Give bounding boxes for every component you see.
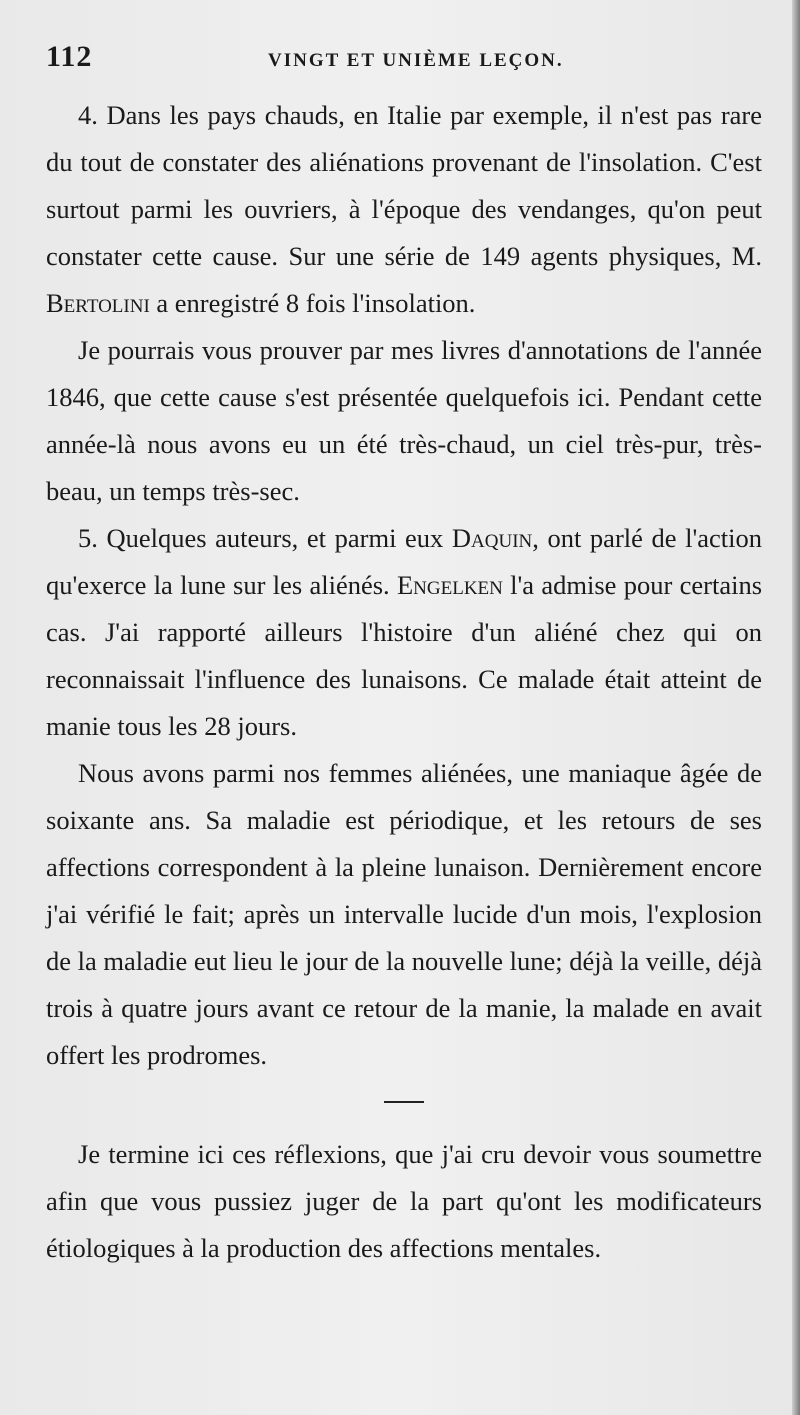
paragraph-text: Je termine ici ces réflexions, que j'ai cru devoir vous soumettre afin que vous pussiez juger de la part qu'ont les modificateurs étiologiques à la production des affections mentales. xyxy=(46,1139,762,1263)
paragraph-text: , ont parlé de l'action qu'exerce la lune sur les aliénés. xyxy=(46,523,762,600)
section-separator xyxy=(384,1101,424,1103)
paragraph-text: 4. Dans les pays chauds, en Italie par exemple, il n'est pas rare du tout de constater des aliénations provenant de l'insolation. C'est surtout parmi les ouvriers, à l'époque des vendanges, qu'on peut constater cette cause. Sur une série de 149 agents physiques, M. xyxy=(46,100,762,271)
author-name: Engelken xyxy=(396,570,503,600)
paragraph-text: 5. Quelques auteurs, et parmi eux xyxy=(78,523,452,553)
paragraph-text: a enregistré 8 fois l'insolation. xyxy=(149,288,476,318)
author-name: Daquin xyxy=(451,523,533,553)
page-header xyxy=(46,40,756,80)
running-title: VINGT ET UNIÈME LEÇON. xyxy=(268,50,564,71)
author-name: Bertolini xyxy=(46,288,150,318)
paragraph-text: l'a admise pour certains cas. J'ai rapporté ailleurs l'histoire d'un aliéné chez qui on reconnaissait l'influence des lunaisons. Ce malade était atteint de manie tous les 28 jours. xyxy=(46,570,763,741)
body-text xyxy=(46,92,762,1272)
page-number: 112 xyxy=(46,40,93,73)
paragraph-text: Je pourrais vous prouver par mes livres d'annotations de l'année 1846, que cette cause s'est présentée quelquefois ici. Pendant cette année-là nous avons eu un été très-chaud, un ciel très-pur, très-beau, un temps très-sec. xyxy=(46,335,762,506)
paragraph-case xyxy=(46,750,762,1079)
paragraph-conclusion xyxy=(46,1131,762,1272)
paragraph-text: Nous avons parmi nos femmes aliénées, une maniaque âgée de soixante ans. Sa maladie est périodique, et les retours de ses affections correspondent à la pleine lunaison. Dernièrement encore j'ai vérifié le fait; après un intervalle lucide d'un mois, l'explosion de la maladie eut lieu le jour de la nouvelle lune; déjà la veille, déjà trois à quatre jours avant ce retour de la manie, la malade en avait offert les prodromes. xyxy=(46,758,762,1070)
paragraph-annotations xyxy=(46,327,762,515)
paragraph-insolation xyxy=(46,92,762,327)
paragraph-moon xyxy=(46,515,762,750)
page-edge-shadow xyxy=(792,0,800,1415)
